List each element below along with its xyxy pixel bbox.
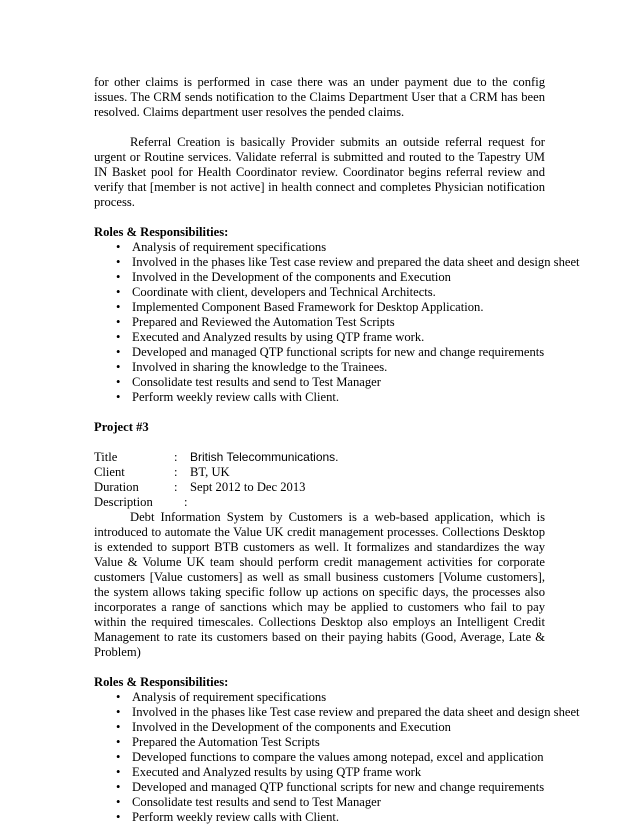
list-item-text: Involved in the phases like Test case review and prepared the data sheet and design sheet <box>132 705 580 719</box>
list-item <box>94 330 545 345</box>
intro-paragraph: for other claims is performed in case there was an under payment due to the config issues. The CRM sends notification to the Claims Department User that a CRM has been resolved. Claims department user resolves the pended claims. <box>94 75 545 119</box>
bullet-icon: • <box>116 810 121 824</box>
list-item <box>94 810 545 825</box>
bullet-icon: • <box>116 735 121 749</box>
list-item <box>94 765 545 780</box>
project-heading: Project #3 <box>94 420 149 434</box>
list-item <box>94 720 545 735</box>
bullet-icon: • <box>116 315 121 329</box>
bullet-icon: • <box>116 795 121 809</box>
project-description-row <box>94 495 545 510</box>
list-item-text: Executed and Analyzed results by using QTP frame work <box>132 765 422 779</box>
list-item-text: Perform weekly review calls with Client. <box>132 390 340 404</box>
list-item-text: Involved in the phases like Test case review and prepared the data sheet and design sheet <box>132 255 580 269</box>
colon: : <box>184 495 188 509</box>
bullet-icon: • <box>116 765 121 779</box>
list-item <box>94 360 545 375</box>
list-item-text: Coordinate with client, developers and Technical Architects. <box>132 285 436 299</box>
bullet-icon: • <box>116 720 121 734</box>
list-item-text: Implemented Component Based Framework for Desktop Application. <box>132 300 484 314</box>
list-item-text: Prepared the Automation Test Scripts <box>132 735 320 749</box>
list-item <box>94 690 545 705</box>
list-item-text: Consolidate test results and send to Test Manager <box>132 375 381 389</box>
bullet-icon: • <box>116 240 121 254</box>
list-item-text: Developed and managed QTP functional scripts for new and change requirements <box>132 780 545 794</box>
list-item <box>94 345 545 360</box>
list-item-text: Developed and managed QTP functional scripts for new and change requirements <box>132 345 545 359</box>
list-item-text: Perform weekly review calls with Client. <box>132 810 340 824</box>
list-item <box>94 315 545 330</box>
list-item <box>94 750 545 765</box>
list-item-text: Prepared and Reviewed the Automation Test Scripts <box>132 315 395 329</box>
description-label: Description <box>94 495 153 509</box>
list-item <box>94 255 580 270</box>
roles-list-1 <box>94 240 580 405</box>
bullet-icon: • <box>116 780 121 794</box>
roles-heading-1: Roles & Responsibilities: <box>94 225 229 239</box>
duration-value: Sept 2012 to Dec 2013 <box>190 480 306 494</box>
list-item <box>94 735 545 750</box>
bullet-icon: • <box>116 750 121 764</box>
bullet-icon: • <box>116 345 121 359</box>
project-client-row <box>94 465 545 480</box>
project-title-row <box>94 450 545 465</box>
bullet-icon: • <box>116 330 121 344</box>
list-item-text: Consolidate test results and send to Test Manager <box>132 795 381 809</box>
bullet-icon: • <box>116 285 121 299</box>
bullet-icon: • <box>116 360 121 374</box>
project-duration-row <box>94 480 545 495</box>
referral-paragraph: Referral Creation is basically Provider submits an outside referral request for urgent or Routine services. Validate referral is submitted and routed to the Tapestry UM IN Basket pool for Health Coordinator review. Coordinator begins referral review and verify that [member is not active] in health connect and completes Physician notification process. <box>94 135 545 209</box>
bullet-icon: • <box>116 255 121 269</box>
document-content <box>94 75 580 825</box>
list-item <box>94 270 545 285</box>
list-item <box>94 780 545 795</box>
list-item <box>94 375 545 390</box>
colon: : <box>174 480 178 494</box>
description-paragraph: Debt Information System by Customers is a web-based application, which is introduced to automate the Value UK credit management processes. Collections Desktop is extended to support BTB customers as well. It formalizes and standardizes the way Value & Volume UK team should perform credit management activities for corporate customers [Value customers] as well as small business customers [Volume customers], the system allows taking specific follow up actions on specific days, the processes also incorporates a range of sanctions which may be applied to customers who fail to pay within the required timescales. Collections Desktop also employs an Intelligent Credit Management to rate its customers based on their paying habits (Good, Average, Late & Problem) <box>94 510 545 659</box>
list-item-text: Involved in sharing the knowledge to the Trainees. <box>132 360 388 374</box>
list-item <box>94 300 545 315</box>
list-item-text: Analysis of requirement specifications <box>132 690 327 704</box>
bullet-icon: • <box>116 390 121 404</box>
roles-heading-2: Roles & Responsibilities: <box>94 675 229 689</box>
duration-label: Duration <box>94 480 139 494</box>
roles-list-2 <box>94 690 580 825</box>
list-item <box>94 240 545 255</box>
title-label: Title <box>94 450 118 464</box>
colon: : <box>174 450 178 464</box>
title-value: British Telecommunications. <box>190 450 339 464</box>
list-item-text: Developed functions to compare the values among notepad, excel and application <box>132 750 544 764</box>
bullet-icon: • <box>116 270 121 284</box>
list-item <box>94 795 545 810</box>
bullet-icon: • <box>116 690 121 704</box>
client-label: Client <box>94 465 125 479</box>
colon: : <box>174 465 178 479</box>
list-item <box>94 705 580 720</box>
client-value: BT, UK <box>190 465 230 479</box>
bullet-icon: • <box>116 705 121 719</box>
list-item-text: Involved in the Development of the components and Execution <box>132 270 451 284</box>
list-item-text: Analysis of requirement specifications <box>132 240 327 254</box>
list-item-text: Involved in the Development of the components and Execution <box>132 720 451 734</box>
list-item <box>94 390 545 405</box>
list-item <box>94 285 545 300</box>
bullet-icon: • <box>116 375 121 389</box>
list-item-text: Executed and Analyzed results by using QTP frame work. <box>132 330 425 344</box>
bullet-icon: • <box>116 300 121 314</box>
